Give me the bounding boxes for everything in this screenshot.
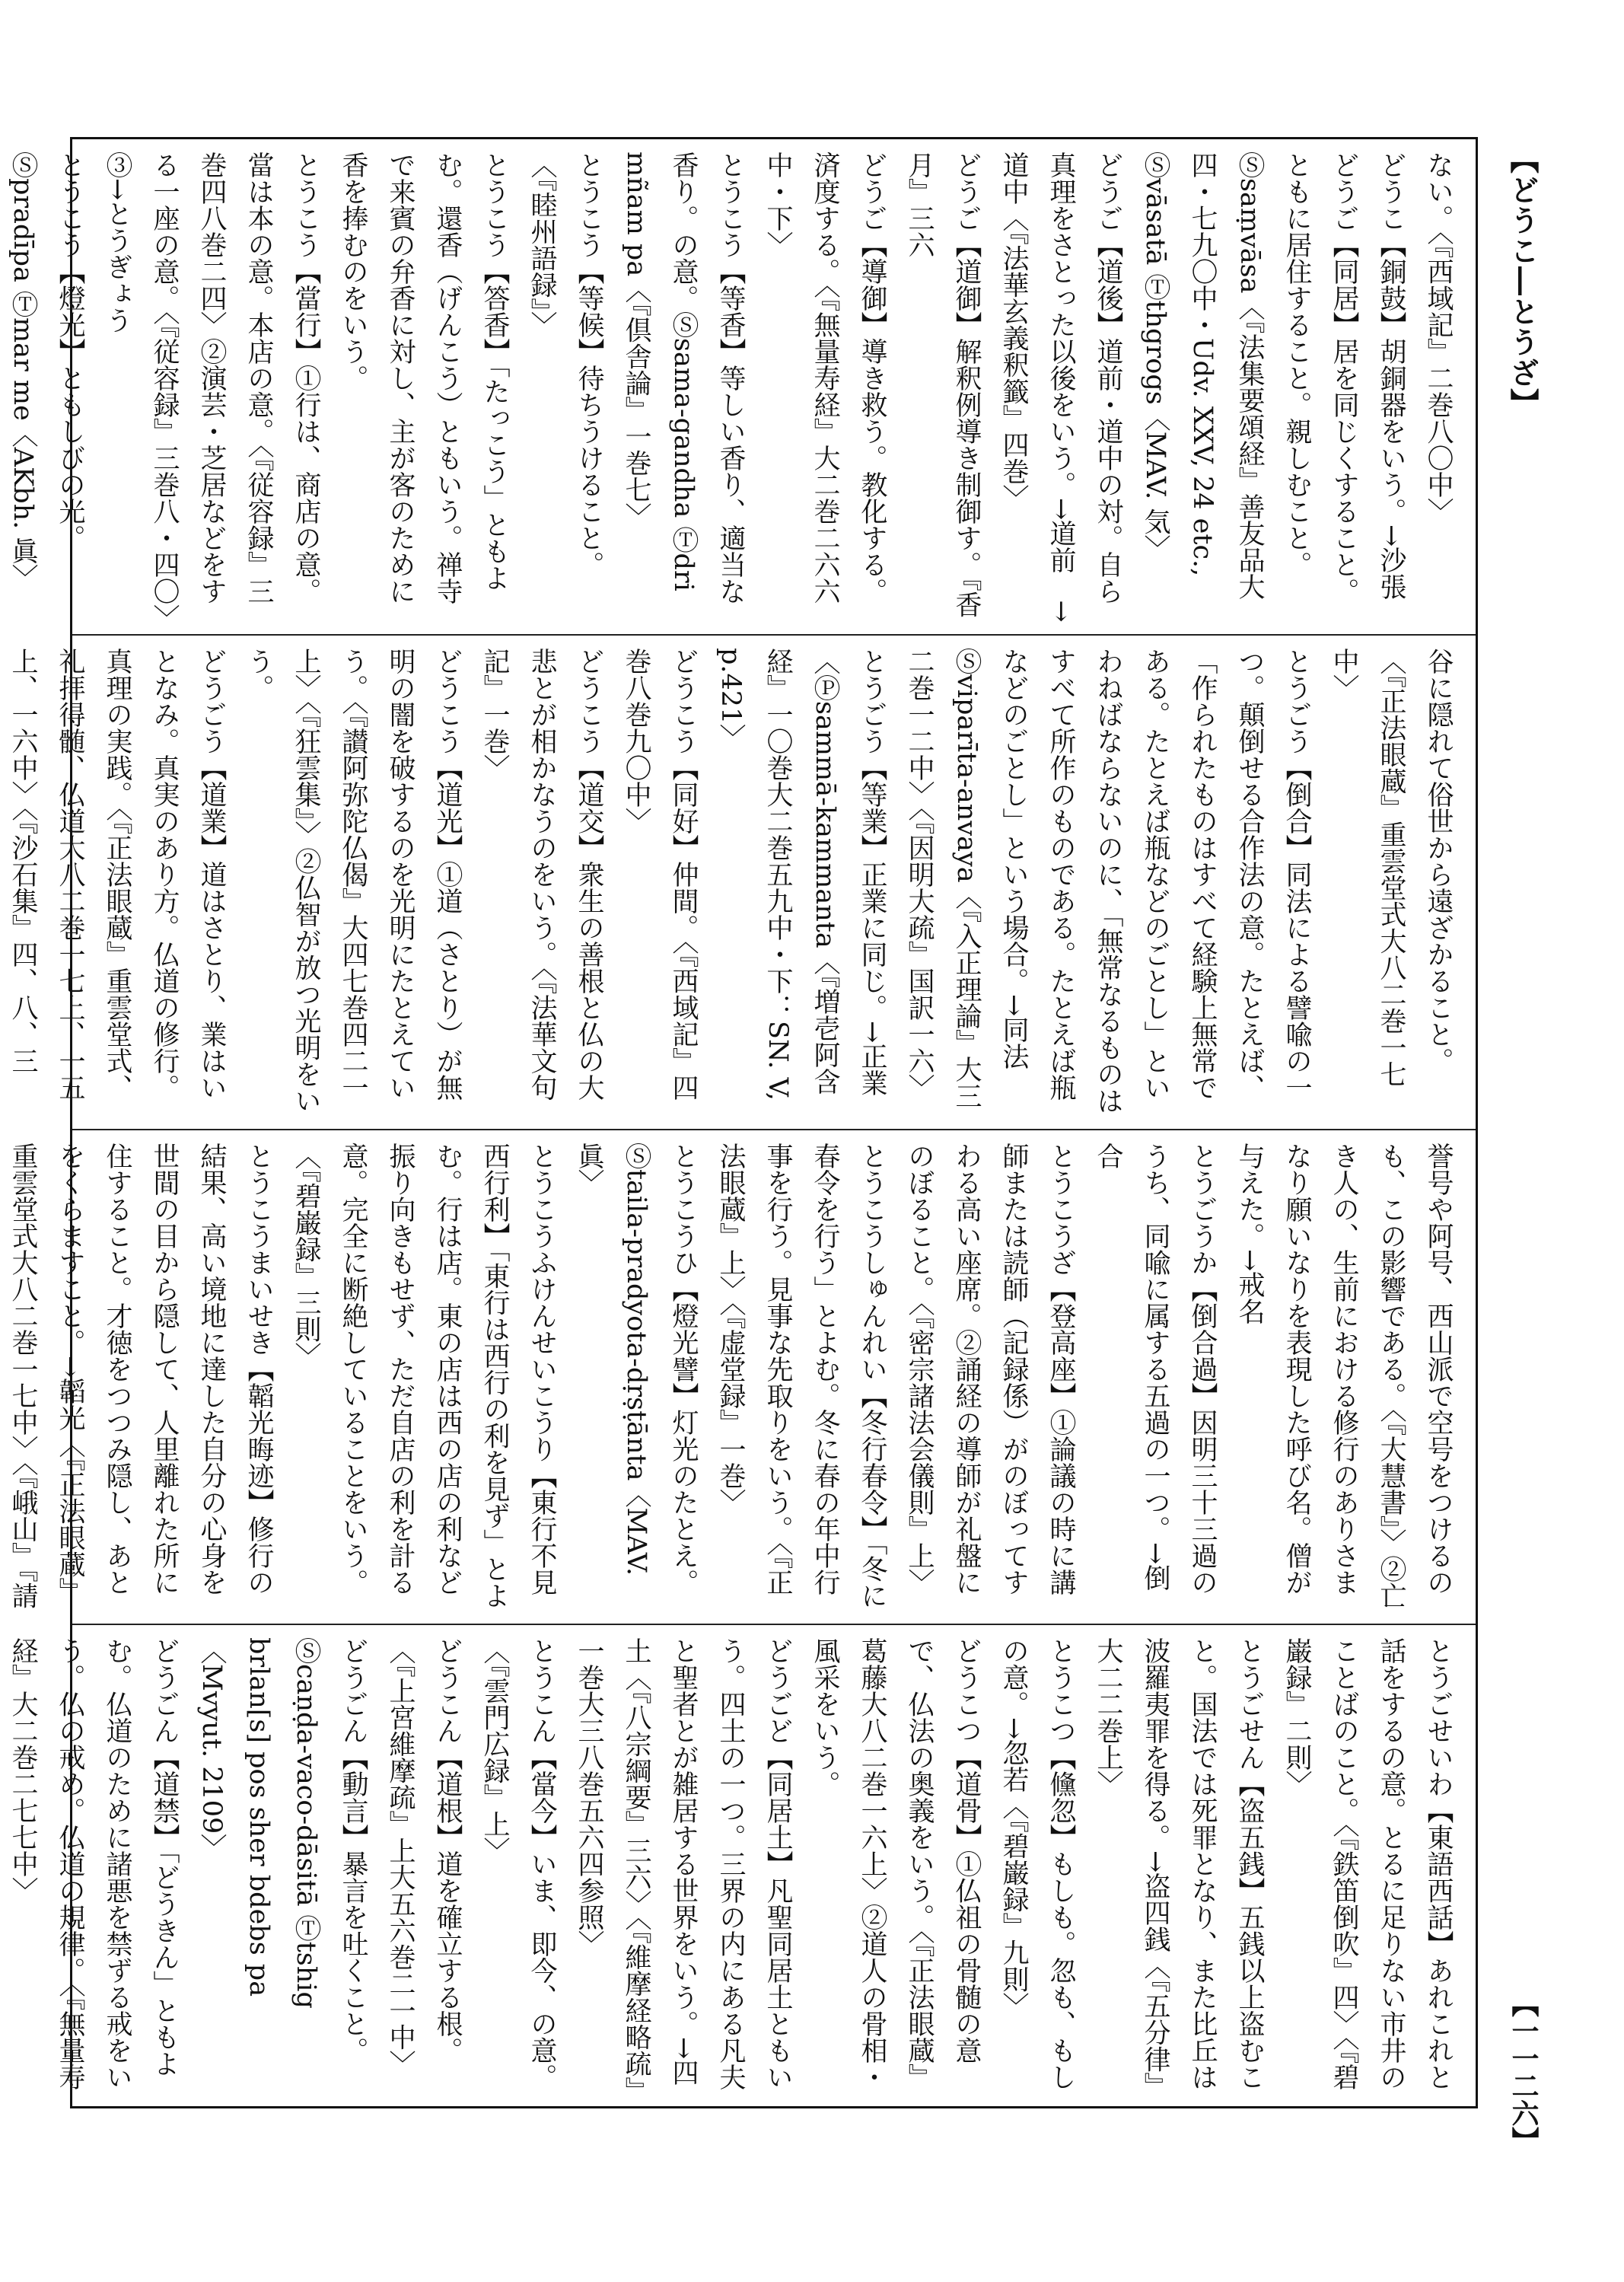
band-2-text: 谷に隠れて俗世から遠ざかること。〈『正法眼蔵』重雲堂式大八二巻一七中〉 とうごう【倒合】同法による譬喩の一つ。顛倒せる合作法の意。たとえば、「作られたものはすべて経験上無常である。たとえば瓶などのごとし」といわねばならないのに、「無常なるものはすべて所作のものである。たとえば瓶などのごとし」という場合。→同法Ⓢviparīta-anvaya〈『入正理論』大三二巻一二中〉〈『因明大疏』国訳一六〉 とうごう【等業】正業に同じ。→正業〈Ⓟsammā-kammanta〈『増壱阿含経』一〇巻大二巻五九中・下：SN. V, p.421〉 どうこう【同好】仲間。〈『西域記』四巻八巻九〇中〉 どうこう【道交】衆生の善根と仏の大悲とが相かなうのをいう。〈『法華文句記』一巻〉 どうこう【道光】①道（さとり）が無明の闇を破するのを光明にたとえていう。〈『讃阿弥陀仏偈』大四七巻四二一上〉〈『狂雲集』〉②仏智が放つ光明をいう。 どうごう【道業】道はさとり、業はいとなみ。真実のあり方。仏道の修行。真理の実践。〈『正法眼蔵』重雲堂式、礼拝得髄、仏道大八二巻一七上、一五上、一六中〉〈『沙石集』四、八、三 [8, 648, 1454, 1114]
band-4-text: とうごせいわ【東語西話】あれこれと話をするの意。とるに足りない市井のことばのこと。〈『鉄笛倒吹』四〉〈『碧巌録』二則〉 とうごせん【盗五銭】五銭以上盗むこと。国法では死罪となり、また比丘は波羅夷罪を得る。→盗四銭〈『五分律』大二二巻上〉 とうこつ【儵忽】もしも。忽も、もしの意。→忽若〈『碧巌録』九則〉 どうこつ【道骨】①仏祖の骨髄の意で、仏法の奥義をいう。〈『正法眼蔵』葛藤大八二巻一六上〉②道人の骨相・風采をいう。 どうごど【同居土】凡聖同居土ともいう。四土の一つ。三界の内にある凡夫と聖者とが雑居する世界をいう。→四土〈『八宗綱要』三六〉〈『維摩経略疏』一巻大三八巻五六四参照〉 とうこん【當今】いま、即今、の意。〈『雲門広録』上〉 どうこん【道根】道を確立する根。〈『上宮維摩疏』上大五六巻二一中〉 どうごん【動言】暴言を吐くこと。Ⓢcaṇḍa-vaco-dāsitā Ⓣtshig brlan[s] pos sher bdebs pa〈Mvyut. 2109〉 どうごん【道禁】「どうきん」ともよむ。仏道のために諸悪を禁ずる戒をいう。仏の戒め。仏道の規律。〈『無量寿経』大二巻二七七中〉 [8, 1637, 1454, 2090]
text-band-3 [8, 1129, 1476, 1624]
text-band-4 [8, 1624, 1476, 2106]
text-band-1 [8, 139, 1476, 634]
band-3-text: 誉号や阿号、西山派で空号をつけるのも、この影響である。〈『大慧書』〉②亡き人の、生前における修行のありさまなり願いなりを表現した呼び名。僧が与えた。→戒名 とうごうか【倒合過】因明三十三過のうち、同喩に属する五過の一つ。→倒合 とうこうざ【登高座】①論議の時に講師または読師（記録係）がのぼってすわる高い座席。②誦経の導師が礼盤にのぼること。〈『密宗諸法会儀則』上〉 とうこうしゅんれい【冬行春令】「冬に春令を行う」とよむ。冬に春の年中行事を行う。見事な先取りをいう。〈『正法眼蔵』上〉〈『虚堂録』一巻〉 とうこうひ【燈光譬】灯光のたとえ。Ⓢtaila-pradyota-dṛṣṭānta〈MAV. 眞〉 とうこうふけんせいこうり【東行不見西行利】「東行は西行の利を見ず」とよむ。行は店。東の店は西の店の利など振り向きもせず、ただ自店の利を計る意。完全に断絶していることをいう。〈『碧巌録』三則〉 とうこうまいせき【韜光晦迹】修行の結果、高い境地に達した自分の心身を世間の目から隠して、人里離れた所に住すること。才徳をつつみ隠し、あとをくらますこと。→韜光〈『正法眼蔵』重雲堂式大八二巻一七中〉〈『峨山』『請 [8, 1143, 1454, 1609]
text-frame [8, 137, 1478, 2108]
section-heading: 【どうこ―とうざ】 [1505, 145, 1540, 419]
band-1-text: ない。〈『西域記』二巻八〇中〉 どうこ【銅鼓】胡銅器をいう。→沙張 どうご【同居】居を同じくすること。ともに居住すること。親しむこと。Ⓢsaṃvāsa〈『法集要頌経』善友品大四・七九〇中・Udv. XXV, 24 etc., Ⓢvāsatā Ⓣthgrogs〈MAV. 気〉 どうご【道後】道前・道中の対。自ら真理をさとった以後をいう。→道前 →道中〈『法華玄義釈籤』四巻〉 どうご【道御】解釈例導き制御す。『香月』三六 どうご【導御】導き救う。教化する。済度する。〈『無量寿経』大二巻二六六中・下〉 とうこう【等香】等しい香り、適当な香り。の意。Ⓢsama-gandha Ⓣdri mñam pa〈『倶舎論』一巻七〉 とうこう【等候】待ちうけること。〈『睦州語録』〉 とうこう【答香】「たっこう」ともよむ。還香（げんこう）ともいう。禅寺で来賓の弁香に対し、主が客のために香を捧むのをいう。 とうこう【當行】①行は、商店の意。當は本の意。本店の意。〈『従容録』三巻四八巻二四〉②演芸・芝居などをする一座の意。〈『従容録』三巻八・四〇〉③→とうぎょう とうこう【燈光】ともしびの光。Ⓢpradīpa Ⓣmar me〈AKbh. 眞〉 [8, 151, 1454, 623]
text-band-2 [8, 634, 1476, 1129]
page-number: 【一一二六】 [1508, 1990, 1540, 2154]
